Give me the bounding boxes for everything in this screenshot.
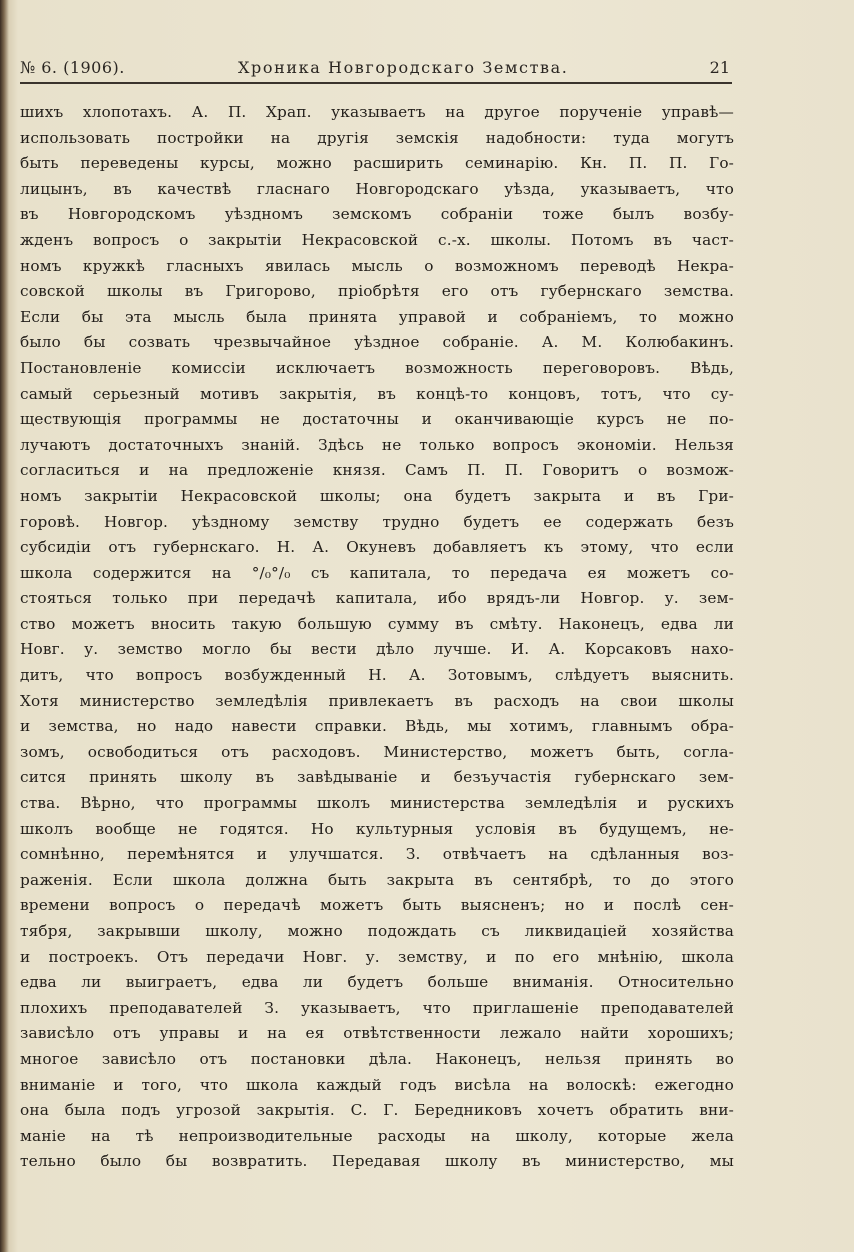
text-line: шихъ хлопотахъ. А. П. Храп. указываетъ на другое порученіе управѣ— [20,103,734,121]
text-line: и построекъ. Отъ передачи Новг. у. земству, и по его мнѣнію, школа [20,947,734,966]
issue-label: № 6. (1906). [20,58,125,77]
text-line: въ Новгородскомъ уѣздномъ земскомъ собраніи тоже былъ возбу- [20,205,734,224]
text-line: было бы созвать чрезвычайное уѣздное собраніе. А. М. Колюбакинъ. [20,333,734,352]
text-line: согласиться и на предложеніе князя. Самъ П. П. Говоритъ о возмож- [20,461,734,480]
text-line: раженія. Если школа должна быть закрыта въ сентябрѣ, то до этого [20,870,734,889]
text-line: номъ закрытіи Некрасовской школы; она будетъ закрыта и въ Гри- [20,486,734,505]
page-number: 21 [709,58,730,77]
text-line: использовать постройки на другія земскія надобности: туда могутъ [20,128,734,147]
text-line: дитъ, что вопросъ возбужденный Н. А. Зотовымъ, слѣдуетъ выяснить. [20,666,734,685]
text-line: маніе на тѣ непроизводительные расходы на школу, которые жела [20,1126,734,1145]
text-line: плохихъ преподавателей З. указываетъ, что приглашеніе преподавателей [20,998,734,1017]
text-line: самый серьезный мотивъ закрытія, въ концѣ-то концовъ, тотъ, что су- [20,384,734,403]
text-line: ществующія программы не достаточны и оканчивающіе курсъ не по- [20,410,734,429]
text-line: зависѣло отъ управы и на ея отвѣтственности лежало найти хорошихъ; [20,1024,734,1043]
text-line: субсидіи отъ губернскаго. Н. А. Окуневъ добавляетъ къ этому, что если [20,538,734,557]
text-line: школъ вообще не годятся. Но культурныя условія въ будущемъ, не- [20,819,734,838]
text-line: совской школы въ Григорово, пріобрѣтя его отъ губернскаго земства. [20,282,734,301]
text-line: горовѣ. Новгор. уѣздному земству трудно будетъ ее содержать безъ [20,512,734,531]
journal-title: Хроника Новгородскаго Земства. [238,58,569,77]
text-line: вниманіе и того, что школа каждый годъ висѣла на волоскѣ: ежегодно [20,1075,734,1094]
text-line: ство можетъ вносить такую большую сумму въ смѣту. Наконецъ, едва ли [20,614,734,633]
text-line: сится принять школу въ завѣдываніе и безъучастія губернскаго зем- [20,768,734,787]
text-line: Постановленіе комиссіи исключаетъ возможность переговоровъ. Вѣдь, [20,358,734,377]
text-line: стояться только при передачѣ капитала, ибо врядъ-ли Новгор. у. зем- [20,589,734,608]
text-line: многое зависѣло отъ постановки дѣла. Наконецъ, нельзя принять во [20,1049,734,1068]
text-line: тября, закрывши школу, можно подождать съ ликвидаціей хозяйства [20,922,734,940]
text-line: едва ли выиграетъ, едва ли будетъ больше вниманія. Относительно [20,973,734,992]
text-line: она была подъ угрозой закрытія. С. Г. Бередниковъ хочетъ обратить вни- [20,1101,734,1120]
text-line: лицынъ, въ качествѣ гласнаго Новгородскаго уѣзда, указываетъ, что [20,179,734,198]
text-line: быть переведены курсы, можно расширить семинарію. Кн. П. П. Го- [20,154,734,173]
text-line: номъ кружкѣ гласныхъ явилась мысль о возможномъ переводѣ Некра- [20,256,734,275]
text-line: ства. Вѣрно, что программы школъ министерства земледѣлія и рускихъ [20,794,734,813]
text-line: и земства, но надо навести справки. Вѣдь, мы хотимъ, главнымъ обра- [20,717,734,736]
running-header [20,58,730,84]
text-line: жденъ вопросъ о закрытіи Некрасовской с.-х. школы. Потомъ въ част- [20,230,734,249]
text-line: тельно было бы возвратить. Передавая школу въ министерство, мы [20,1152,734,1171]
text-line: Хотя министерство земледѣлія привлекаетъ въ расходъ на свои школы [20,691,734,710]
text-line: времени вопросъ о передачѣ можетъ быть выясненъ; но и послѣ сен- [20,896,734,915]
text-line: лучаютъ достаточныхъ знаній. Здѣсь не только вопросъ экономіи. Нельзя [20,435,734,454]
text-line: зомъ, освободиться отъ расходовъ. Министерство, можетъ быть, согла- [20,742,734,761]
header-rule [20,82,732,84]
text-line: школа содержится на °/₀°/₀ съ капитала, то передача ея можетъ со- [20,563,734,582]
text-line: Новг. у. земство могло бы вести дѣло лучше. И. А. Корсаковъ нахо- [20,640,734,659]
text-line: Если бы эта мысль была принята управой и собраніемъ, то можно [20,307,734,326]
body-text [20,100,734,1175]
text-line: сомнѣнно, перемѣнятся и улучшатся. З. отвѣчаетъ на сдѣланныя воз- [20,845,734,864]
